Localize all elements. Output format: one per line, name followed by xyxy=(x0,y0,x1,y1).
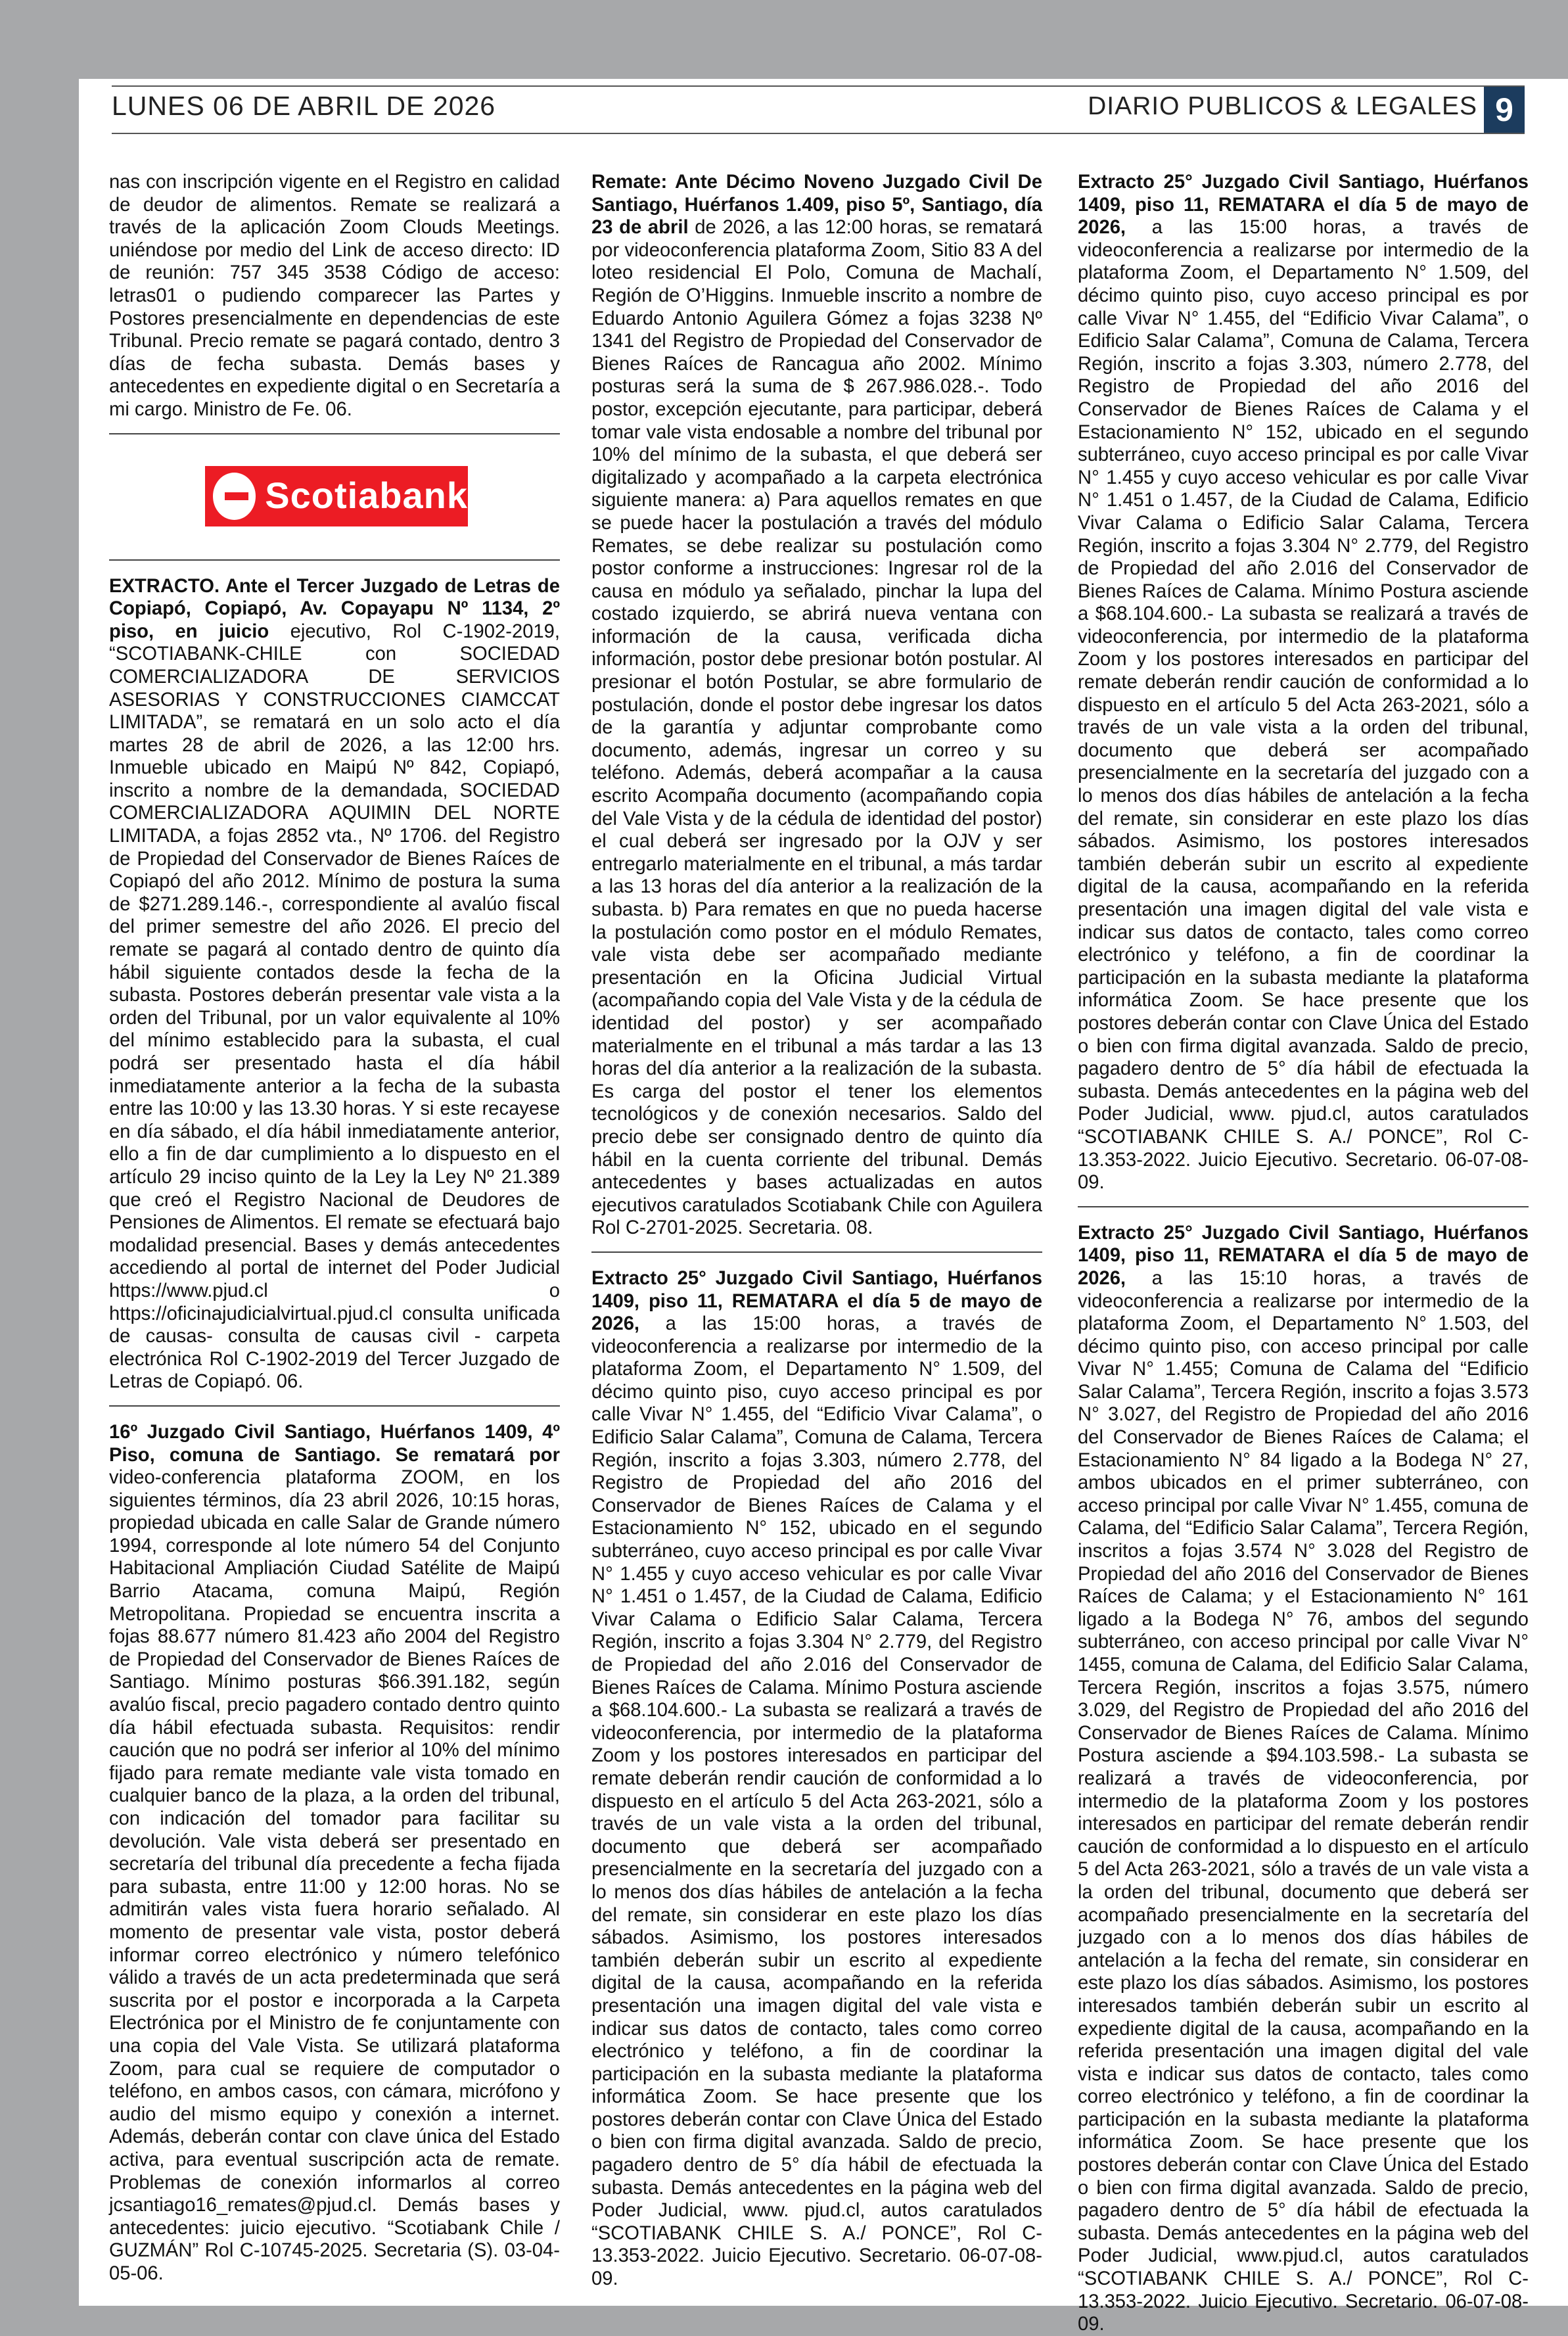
header-date: LUNES 06 DE ABRIL DE 2026 xyxy=(112,91,496,121)
notice-25-juzgado-c xyxy=(1078,1222,1529,2336)
notice-heading: Remate: Ante Décimo Noveno Juzgado Civil De Santiago, Huérfanos 1.409, piso 5º, Santiago, día 23 de abril xyxy=(591,172,1042,239)
notice-body: video-conferencia plataforma ZOOM, en los siguientes términos, día 23 abril 2026, 10:15 horas, propiedad ubicada en calle Salar de Grande número 1994, corresponde al lote número 54 del Conjunto Habitacional Ampliación Ciudad Satélite de Maipú Barrio Atacama, comuna Maipú, Región Metropolitana. Propiedad se encuentra inscrita a fojas 88.677 número 81.423 año 2004 del Registro de Propiedad del Conservador de Bienes Raíces de Santiago. Mínimo posturas $66.391.182, según avalúo fiscal, precio pagadero contado dentro quinto día hábil efectuada subasta. Requisitos: rendir caución que no podrá ser inferior al 10% del mínimo fijado para remate mediante vale vista tomado en cualquier banco de la plaza, a la orden del tribunal, con indicación del tomador para facilitar su devolución. Vale vista deberá ser presentado en secretaría del tribunal día precedente a fecha fijada para subasta, entre 11:00 y 12:00 horas. No se admitirán vales vista fuera horario señalado. Al momento de presentar vale vista, postor deberá informar correo electrónico y número telefónico válido a través de un acta predeterminada que será suscrita por el postor e incorporada a la Carpeta Electrónica por el Ministro de fe conjuntamente con una copia del Vale Vista. Se utilizará plataforma Zoom, para cual se requiere de computador o teléfono, en ambos casos, con cámara, micrófono y audio del mismo equipo y conexión a internet. Además, deberán contar con clave única del Estado activa, para eventual suscripción acta de remate. Problemas de conexión informarlos al correo jcsantiago16_remates@pjud.cl. Demás bases y antecedentes: juicio ejecutivo. “Scotiabank Chile / GUZMÁN” Rol C-10745-2025. Secretaria (S). 03-04-05-06. xyxy=(109,1467,560,2284)
notice-body: de 2026, a las 12:00 horas, se rematará por videoconferencia plataforma Zoom, Sitio 83 A del loteo residencial El Polo, Comuna de Machalí, Región de O’Higgins. Inmueble inscrito a nombre de Eduardo Antonio Aguilera Gómez a fojas 3238 Nº 1341 del Registro de Propiedad del Conservador de Bienes Raíces de Rancagua año 2002. Mínimo posturas será la suma de $ 267.986.028.-. Todo postor, excepción ejecutante, para participar, deberá tomar vale vista endosable a nombre del tribunal por 10% del mínimo de la subasta, el que deberá ser digitalizado y acompañado a la carpeta electrónica siguiente manera: a) Para aquellos remates en que se puede hacer la postulación a través del módulo Remates, se debe realizar su postulación como postor conforme a instrucciones: Ingresar rol de la causa en módulo ya señalado, pinchar la lupa del costado izquierdo, se abrirá nueva ventana con información de la causa, verificada dicha información, postor debe presionar botón postular. Al presionar el botón Postular, se abre formulario de postulación, donde el postor debe ingresar los datos de la garantía y adjuntar comprobante como documento, además, ingresar un correo y su teléfono. Además, deberá acompañar a la causa escrito Acompaña documento (acompañando copia del Vale Vista y de la cédula de identidad del postor) el cual deberá ser ingresado por la OJV y ser entregarlo materialmente en el tribunal, a más tardar a las 13 horas del día anterior a la realización de la subasta. b) Para remates en que no pueda hacerse la postulación como postor en el módulo Remates, vale vista debe ser acompañado mediante presentación en la Oficina Judicial Virtual (acompañando copia del Vale Vista y de la cédula de identidad del postor) y ser acompañado materialmente en el tribunal a más tardar a las 13 horas del día anterior a la realización de la subasta. Es carga del postor el tener los elementos tecnológicos y de conexión necesarios. Saldo del precio debe ser consignado dentro de quinto día hábil en la cuenta corriente del tribunal. Demás antecedentes y bases actualizadas en autos ejecutivos caratulados Scotiabank Chile con Aguilera Rol C-2701-2025. Secretaria. 08. xyxy=(591,217,1043,1239)
notice-body: a las 15:00 horas, a través de videoconferencia a realizarse por intermedio de la plataforma Zoom, el Departamento N° 1.509, del décimo quinto piso, cuyo acceso principal es por calle Vivar N° 1.455, del “Edificio Vivar Calama”, o Edificio Salar Calama”, Comuna de Calama, Tercera Región, inscrito a fojas 3.303, número 2.778, del Registro de Propiedad del año 2016 del Conservador de Bienes Raíces de Calama y el Estacionamiento N° 152, ubicado en el segundo subterráneo, cuyo acceso principal es por calle Vivar N° 1.455 y cuyo acceso vehicular es por calle Vivar N° 1.451 o 1.457, de la Ciudad de Calama, Edificio Vivar Calama o Edificio Salar Calama, Tercera Región, inscrito a fojas 3.304 N° 2.779, del Registro de Propiedad del año 2.016 del Conservador de Bienes Raíces de Calama. Mínimo Postura asciende a $68.104.600.- La subasta se realizará a través de videoconferencia, por intermedio de la plataforma Zoom y los postores interesados en participar del remate deberán rendir caución de conformidad a lo dispuesto en el artículo 5 del Acta 263-2021, sólo a través de un vale vista a la orden del tribunal, documento que deberá ser acompañado presencialmente en la secretaría del juzgado con a lo menos dos días hábiles de antelación a la fecha del remate, sin considerar en este plazo los días sábados. Asimismo, los postores interesados también deberán subir un escrito al expediente digital de la causa, acompañando en la referida presentación una imagen digital del vale vista e indicar sus datos de contacto, tales como correo electrónico y teléfono, a fin de coordinar la participación en la subasta mediante la plataforma informática Zoom. Se hace presente que los postores deberán contar con Clave Única del Estado o bien con firma digital avanzada. Saldo de precio, pagadero dentro de 5° día hábil de efectuada la subasta. Demás antecedentes en la página web del Poder Judicial, www. pjud.cl, autos caratulados “SCOTIABANK CHILE S. A./ PONCE”, Rol C-13.353-2022. Juicio Ejecutivo. Secretario. 06-07-08-09. xyxy=(1078,217,1529,1194)
divider xyxy=(109,1405,560,1407)
column-2 xyxy=(591,171,1043,2290)
notice-continuation: nas con inscripción vigente en el Registro en calidad de deudor de alimentos. Remate se realizará a través de la aplicación Zoom Clouds Meetings. uniéndose por medio del Link de acceso directo: ID de reunión: 757 345 3538 Código de acceso: letras01 o pudiendo comparecer las Partes y Postores presencialmente en dependencias de este Tribunal. Precio remate se pagará contado, dentro 3 días de fecha subasta. Demás bases y antecedentes en expediente digital o en Secretaría a mi cargo. Ministro de Fe. 06. xyxy=(109,172,560,420)
logo-text: Scotiabank xyxy=(265,475,468,517)
logo-area xyxy=(109,449,560,548)
divider xyxy=(1078,1206,1529,1207)
newspaper-page xyxy=(79,79,1568,2335)
scotiabank-logo xyxy=(205,466,468,526)
divider xyxy=(591,1251,1042,1253)
notice-heading: Extracto 25° Juzgado Civil Santiago, Huérfanos 1409, piso 11, REMATARA el día 5 de mayo de 2026, xyxy=(1078,1222,1529,1289)
notice-25-juzgado-b xyxy=(1078,171,1529,1194)
notice-heading: EXTRACTO. Ante el Tercer Juzgado de Letras de Copiapó, Copiapó, Av. Copayapu Nº 1134, 2º piso, en juicio xyxy=(109,575,560,642)
notice-16-juzgado xyxy=(109,1421,560,2285)
column-3 xyxy=(1078,171,1529,2335)
notice-heading: 16º Juzgado Civil Santiago, Huérfanos 1409, 4º Piso, comuna de Santiago. Se rematará por xyxy=(109,1421,560,1466)
divider xyxy=(109,559,560,561)
notice-body: ejecutivo, Rol C-1902-2019, “SCOTIABANK-CHILE con SOCIEDAD COMERCIALIZADORA DE SERVICIOS ASESORIAS Y CONSTRUCCIONES CIAMCCAT LIMITADA”, se rematará en un solo acto el día martes 28 de abril de 2026, a las 12:00 hrs. Inmueble ubicado en Maipú Nº 842, Copiapó, inscrito a nombre de la demandada, SOCIEDAD COMERCIALIZADORA AQUIMIN DEL NORTE LIMITADA, a fojas 2852 vta., Nº 1706. del Registro de Propiedad del Conservador de Bienes Raíces de Copiapó del año 2012. Mínimo de postura la suma de $271.289.146.-, correspondiente al avalúo fiscal del primer semestre del año 2026. El precio del remate se pagará al contado dentro de quinto día hábil siguiente contados desde la fecha de la subasta. Postores deberán presentar vale vista a la orden del Tribunal, por un valor equivalente al 10% del mínimo establecido para la subasta, el cual podrá ser presentado hasta el día hábil inmediatamente anterior a la fecha de la subasta entre las 10:00 y las 13.30 horas. Y si este recayese en día sábado, el día hábil inmediatamente anterior, ello a fin de dar cumplimiento a lo dispuesto en el artículo 29 inciso quinto de la Ley la Ley Nº 21.389 que creó el Registro Nacional de Deudores de Pensiones de Alimentos. El remate se efectuará bajo modalidad presencial. Bases y demás antecedentes accediendo al portal de internet del Poder Judicial https://www.pjud.cl o https://oficinajudicialvirtual.pjud.cl consulta unificada de causas- consulta de causas civil - carpeta electrónica Rol C-1902-2019 del Tercer Juzgado de Letras de Copiapó. 06. xyxy=(109,620,561,1393)
notice-25-juzgado-a xyxy=(591,1267,1042,2291)
notice-heading: Extracto 25° Juzgado Civil Santiago, Huérfanos 1409, piso 11, REMATARA el día 5 de mayo de 2026, xyxy=(1078,172,1529,239)
notice-copiapo xyxy=(109,575,560,1393)
page-header xyxy=(112,85,1525,134)
header-title: DIARIO PUBLICOS & LEGALES xyxy=(1088,92,1477,120)
notice-heading: Extracto 25° Juzgado Civil Santiago, Huérfanos 1409, piso 11, REMATARA el día 5 de mayo de 2026, xyxy=(591,1267,1042,1335)
notice-body: a las 15:10 horas, a través de videoconferencia a realizarse por intermedio de la plataforma Zoom, el Departamento N° 1.503, del décimo quinto piso, con acceso principal por calle Vivar N° 1.455; Comuna de Calama del “Edificio Salar Calama”, Tercera Región, inscrito a fojas 3.573 N° 3.027, del Registro de Propiedad del año 2016 del Conservador de Bienes Raíces de Calama; el Estacionamiento N° 84 ligado a la Bodega N° 27, ambos ubicados en el primer subterráneo, con acceso principal por calle Vivar N° 1.455, comuna de Calama, del “Edificio Salar Calama”, Tercera Región, inscritos a fojas 3.574 N° 3.028 del Registro de Propiedad del año 2016 del Conservador de Bienes Raíces de Calama; y el Estacionamiento N° 161 ligado a la Bodega N° 76, ambos del segundo subterráneo, con acceso principal por calle Vivar N° 1455, comuna de Calama, del Edificio Salar Calama, Tercera Región, inscritos a fojas 3.575, número 3.029, del Registro de Propiedad del año 2016 del Conservador de Bienes Raíces de Calama. Mínimo Postura asciende a $94.103.598.- La subasta se realizará a través de videoconferencia, por intermedio de la plataforma Zoom y los postores interesados en participar del remate deberán rendir caución de conformidad a lo dispuesto en el artículo 5 del Acta 263-2021, sólo a través de un vale vista a la orden del tribunal, documento que deberá ser acompañado presencialmente en la secretaría del juzgado con a lo menos dos días hábiles de antelación a la fecha del remate, sin considerar en este plazo los días sábados. Asimismo, los postores interesados también deberán subir un escrito al expediente digital de la causa, acompañando en la referida presentación una imagen digital del vale vista e indicar sus datos de contacto, tales como correo electrónico y teléfono, a fin de coordinar la participación en la subasta mediante la plataforma informática Zoom. Se hace presente que los postores deberán contar con Clave Única del Estado o bien con firma digital avanzada. Saldo de precio, pagadero dentro de 5° día hábil de efectuada la subasta. Demás antecedentes en la página web del Poder Judicial, www.pjud.cl, autos caratulados “SCOTIABANK CHILE S. A./ PONCE”, Rol C-13.353-2022. Juicio Ejecutivo. Secretario. 06-07-08-09. xyxy=(1078,1267,1529,2335)
column-1 xyxy=(109,171,561,2284)
notice-body: a las 15:00 horas, a través de videoconferencia a realizarse por intermedio de la plataforma Zoom, el Departamento N° 1.509, del décimo quinto piso, cuyo acceso principal es por calle Vivar N° 1.455, del “Edificio Vivar Calama”, o Edificio Salar Calama”, Comuna de Calama, Tercera Región, inscrito a fojas 3.303, número 2.778, del Registro de Propiedad del año 2016 del Conservador de Bienes Raíces de Calama y el Estacionamiento N° 152, ubicado en el segundo subterráneo, cuyo acceso principal es por calle Vivar N° 1.455 y cuyo acceso vehicular es por calle Vivar N° 1.451 o 1.457, de la Ciudad de Calama, Edificio Vivar Calama o Edificio Salar Calama, Tercera Región, inscrito a fojas 3.304 N° 2.779, del Registro de Propiedad del año 2.016 del Conservador de Bienes Raíces de Calama. Mínimo Postura asciende a $68.104.600.- La subasta se realizará a través de videoconferencia, por intermedio de la plataforma Zoom y los postores interesados en participar del remate deberán rendir caución de conformidad a lo dispuesto en el artículo 5 del Acta 263-2021, sólo a través de un vale vista a la orden del tribunal, documento que deberá ser acompañado presencialmente en la secretaría del juzgado con a lo menos dos días hábiles de antelación a la fecha del remate, sin considerar en este plazo los días sábados. Asimismo, los postores interesados también deberán subir un escrito al expediente digital de la causa, acompañando en la referida presentación una imagen digital del vale vista e indicar sus datos de contacto, tales como correo electrónico y teléfono, a fin de coordinar la participación en la subasta mediante la plataforma informática Zoom. Se hace presente que los postores deberán contar con Clave Única del Estado o bien con firma digital avanzada. Saldo de precio, pagadero dentro de 5° día hábil de efectuada la subasta. Demás antecedentes en la página web del Poder Judicial, www. pjud.cl, autos caratulados “SCOTIABANK CHILE S. A./ PONCE”, Rol C-13.353-2022. Juicio Ejecutivo. Secretario. 06-07-08-09. xyxy=(591,1313,1042,2290)
scotiabank-logo-icon xyxy=(213,473,256,520)
notice-19-juzgado xyxy=(591,171,1042,1240)
page-number: 9 xyxy=(1484,87,1525,133)
divider xyxy=(109,433,560,434)
